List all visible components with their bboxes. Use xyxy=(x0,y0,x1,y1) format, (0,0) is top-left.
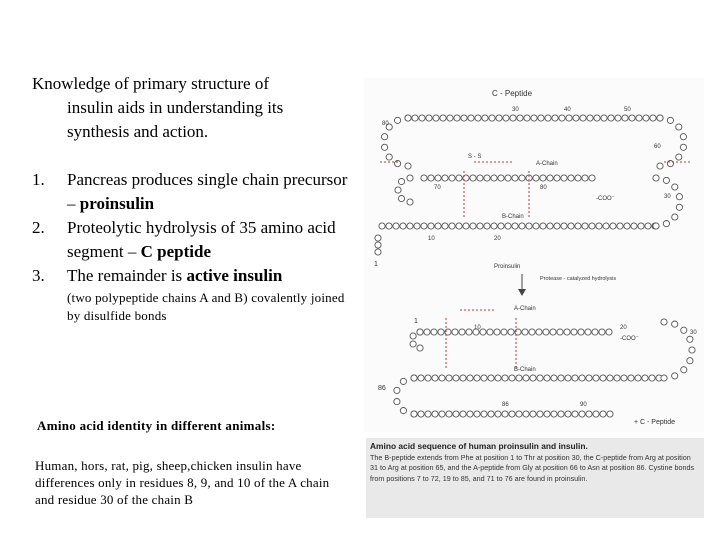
amino-acid-bead xyxy=(509,411,515,417)
amino-acid-bead xyxy=(488,411,494,417)
amino-acid-bead xyxy=(676,124,682,130)
label-30: 30 xyxy=(512,107,519,113)
amino-acid-bead xyxy=(454,115,460,121)
label-30c: 30 xyxy=(690,330,697,336)
amino-acid-bead xyxy=(587,115,593,121)
amino-acid-bead xyxy=(635,375,641,381)
amino-acid-bead xyxy=(554,175,560,181)
amino-acid-bead xyxy=(653,223,659,229)
amino-acid-bead xyxy=(547,175,553,181)
label-50: 50 xyxy=(624,107,631,113)
amino-acid-bead xyxy=(629,115,635,121)
amino-acid-bead xyxy=(529,329,535,335)
amino-acid-bead xyxy=(375,242,381,248)
amino-acid-bead xyxy=(676,154,682,160)
amino-acid-bead xyxy=(484,223,490,229)
amino-acid-bead xyxy=(398,195,404,201)
amino-acid-bead xyxy=(617,223,623,229)
amino-acid-bead xyxy=(551,375,557,381)
amino-acid-bead xyxy=(395,187,401,193)
amino-acid-bead xyxy=(519,223,525,229)
intro-paragraph xyxy=(32,72,350,144)
amino-acid-bead xyxy=(461,115,467,121)
step-text: Pancreas produces single chain precursor – proinsulin xyxy=(67,170,348,213)
amino-acid-bead xyxy=(477,223,483,229)
amino-acid-bead xyxy=(496,115,502,121)
amino-acid-bead xyxy=(468,115,474,121)
amino-acid-bead xyxy=(394,387,400,393)
proinsulin-term: proinsulin xyxy=(79,194,155,213)
amino-acid-bead xyxy=(599,329,605,335)
amino-acid-bead xyxy=(614,375,620,381)
amino-acid-bead xyxy=(509,375,515,381)
amino-acid-bead xyxy=(582,175,588,181)
amino-acid-bead xyxy=(453,375,459,381)
amino-acid-bead xyxy=(470,175,476,181)
amino-acid-bead xyxy=(603,223,609,229)
amino-acid-bead xyxy=(425,411,431,417)
amino-acid-bead xyxy=(622,115,628,121)
amino-acid-bead xyxy=(565,411,571,417)
amino-acid-bead xyxy=(578,329,584,335)
amino-acid-bead xyxy=(460,375,466,381)
amino-acid-bead xyxy=(600,375,606,381)
amino-acid-bead xyxy=(435,175,441,181)
disulfide-note: (two polypeptide chains A and B) covalently joined by disulfide bonds xyxy=(67,290,345,323)
amino-acid-bead xyxy=(610,223,616,229)
amino-acid-bead xyxy=(672,184,678,190)
amino-acid-bead xyxy=(459,329,465,335)
amino-acid-bead xyxy=(510,115,516,121)
amino-acid-bead xyxy=(463,223,469,229)
amino-acid-bead xyxy=(566,115,572,121)
amino-acid-bead xyxy=(585,329,591,335)
amino-acid-bead xyxy=(517,115,523,121)
amino-acid-bead xyxy=(573,115,579,121)
amino-acid-bead xyxy=(568,175,574,181)
amino-acid-bead xyxy=(681,367,687,373)
amino-acid-bead xyxy=(470,223,476,229)
amino-acid-bead xyxy=(607,375,613,381)
amino-acid-bead xyxy=(607,411,613,417)
amino-acid-bead xyxy=(593,375,599,381)
amino-acid-bead xyxy=(382,144,388,150)
label-30b: 30 xyxy=(664,194,671,200)
amino-acid-bead xyxy=(561,223,567,229)
amino-acid-bead xyxy=(681,327,687,333)
amino-acid-bead xyxy=(419,115,425,121)
amino-acid-bead xyxy=(411,375,417,381)
amino-acid-bead xyxy=(488,375,494,381)
amino-acid-bead xyxy=(410,333,416,339)
amino-acid-bead xyxy=(484,175,490,181)
amino-acid-bead xyxy=(456,175,462,181)
amino-acid-bead xyxy=(575,223,581,229)
amino-acid-bead xyxy=(649,375,655,381)
amino-acid-bead xyxy=(477,175,483,181)
amino-acid-bead xyxy=(432,375,438,381)
label-20b: 20 xyxy=(620,325,627,331)
amino-acid-bead xyxy=(487,329,493,335)
amino-acid-bead xyxy=(516,411,522,417)
amino-acid-bead xyxy=(395,117,401,123)
amino-acid-bead xyxy=(432,411,438,417)
amino-acid-bead xyxy=(375,235,381,241)
step-number: 3. xyxy=(32,266,45,285)
label-60: 60 xyxy=(654,144,661,150)
amino-acid-bead xyxy=(672,373,678,379)
amino-acid-bead xyxy=(481,411,487,417)
label-70: 70 xyxy=(434,185,441,191)
amino-acid-bead xyxy=(433,115,439,121)
amino-acid-bead xyxy=(447,115,453,121)
amino-acid-bead xyxy=(508,329,514,335)
amino-acid-bead xyxy=(687,358,693,364)
amino-acid-bead xyxy=(400,223,406,229)
amino-acid-bead xyxy=(449,175,455,181)
amino-acid-bead xyxy=(579,411,585,417)
amino-acid-bead xyxy=(410,341,416,347)
amino-acid-bead xyxy=(592,329,598,335)
amino-acid-bead xyxy=(628,375,634,381)
amino-acid-bead xyxy=(501,329,507,335)
amino-acid-bead xyxy=(657,115,663,121)
amino-acid-bead xyxy=(412,115,418,121)
amino-acid-bead xyxy=(449,223,455,229)
amino-acid-bead xyxy=(661,375,667,381)
amino-acid-bead xyxy=(503,115,509,121)
amino-acid-bead xyxy=(524,115,530,121)
amino-acid-bead xyxy=(586,411,592,417)
amino-acid-bead xyxy=(425,375,431,381)
amino-acid-bead xyxy=(667,161,673,167)
amino-acid-bead xyxy=(600,411,606,417)
label-20: 20 xyxy=(494,236,501,242)
amino-acid-bead xyxy=(615,115,621,121)
amino-acid-bead xyxy=(512,175,518,181)
amino-acid-bead xyxy=(393,223,399,229)
amino-acid-bead xyxy=(621,375,627,381)
label-a-chain-2: A-Chain xyxy=(514,306,536,312)
amino-acid-bead xyxy=(533,223,539,229)
amino-acid-bead xyxy=(442,223,448,229)
amino-acid-bead xyxy=(474,411,480,417)
amino-acid-bead xyxy=(428,223,434,229)
amino-acid-bead xyxy=(467,411,473,417)
amino-acid-bead xyxy=(544,375,550,381)
amino-acid-bead xyxy=(452,329,458,335)
amino-acid-bead xyxy=(460,411,466,417)
amino-acid-bead xyxy=(526,223,532,229)
label-protease: Protease - catalyzed hydrolysis xyxy=(540,276,617,282)
amino-acid-bead xyxy=(442,175,448,181)
amino-acid-bead xyxy=(489,115,495,121)
step-number: 1. xyxy=(32,170,45,189)
amino-acid-bead xyxy=(466,329,472,335)
step-number: 2. xyxy=(32,218,45,237)
amino-acid-bead xyxy=(653,175,659,181)
label-40: 40 xyxy=(564,107,571,113)
amino-acid-bead xyxy=(440,115,446,121)
amino-acid-bead xyxy=(530,375,536,381)
amino-acid-bead xyxy=(398,178,404,184)
amino-acid-bead xyxy=(467,375,473,381)
amino-acid-bead xyxy=(568,223,574,229)
amino-acid-bead xyxy=(530,411,536,417)
amino-acid-bead xyxy=(495,411,501,417)
amino-acid-bead xyxy=(547,223,553,229)
label-10: 10 xyxy=(428,236,435,242)
amino-acid-bead xyxy=(575,175,581,181)
amino-acid-bead xyxy=(559,115,565,121)
amino-acid-bead xyxy=(386,223,392,229)
amino-acid-bead xyxy=(523,375,529,381)
amino-acid-bead xyxy=(589,175,595,181)
amino-acid-bead xyxy=(537,375,543,381)
c-peptide-term: C peptide xyxy=(140,242,212,261)
amino-acid-bead xyxy=(495,375,501,381)
amino-acid-bead xyxy=(537,411,543,417)
amino-acid-bead xyxy=(424,329,430,335)
amino-acid-bead xyxy=(395,161,401,167)
amino-acid-bead xyxy=(672,321,678,327)
amino-acid-bead xyxy=(519,175,525,181)
proinsulin-diagram xyxy=(364,78,704,432)
caption-text: The B-peptide extends from Phe at position 1 to Thr at position 30, the C-peptide from Arg at position 31 to Arg at position 65, and the A-peptide from Gly at position 66 to Asn at position 86. Cystine bonds from positions 7 to 72, 19 to 85, and 71 to 76 are found in proinsulin. xyxy=(370,453,695,483)
amino-acid-bead xyxy=(551,411,557,417)
amino-acid-bead xyxy=(586,375,592,381)
figure-caption xyxy=(366,438,704,518)
amino-acid-bead xyxy=(558,375,564,381)
amino-acid-bead xyxy=(491,223,497,229)
amino-acid-bead xyxy=(435,223,441,229)
amino-acid-bead xyxy=(407,223,413,229)
amino-acid-bead xyxy=(533,175,539,181)
amino-acid-bead xyxy=(446,411,452,417)
amino-acid-bead xyxy=(505,223,511,229)
amino-acid-bead xyxy=(636,115,642,121)
amino-acid-heading: Amino acid identity in different animals: xyxy=(37,418,276,433)
amino-acid-bead xyxy=(428,175,434,181)
amino-acid-bead xyxy=(561,175,567,181)
label-80: 80 xyxy=(382,121,389,127)
amino-acid-bead xyxy=(375,249,381,255)
amino-acid-bead xyxy=(536,329,542,335)
intro-line-3: synthesis and action. xyxy=(67,122,209,141)
amino-acid-bead xyxy=(676,204,682,210)
amino-acid-bead xyxy=(545,115,551,121)
amino-acid-bead xyxy=(494,329,500,335)
amino-acid-bead xyxy=(657,163,663,169)
step-item xyxy=(32,216,350,264)
label-plus-c-peptide: + C - Peptide xyxy=(634,419,676,426)
amino-acid-bead xyxy=(482,115,488,121)
amino-acid-bead xyxy=(523,411,529,417)
active-insulin-term: active insulin xyxy=(186,266,283,285)
amino-acid-bead xyxy=(379,223,385,229)
amino-acid-bead xyxy=(456,223,462,229)
amino-acid-bead xyxy=(421,175,427,181)
amino-acid-bead xyxy=(687,336,693,342)
amino-acid-bead xyxy=(631,223,637,229)
amino-acid-bead xyxy=(411,411,417,417)
label-1: 1 xyxy=(374,261,378,268)
amino-acid-bead xyxy=(540,223,546,229)
amino-acid-bead xyxy=(543,329,549,335)
amino-acid-bead xyxy=(414,223,420,229)
amino-acid-bead xyxy=(491,175,497,181)
amino-acid-bead xyxy=(554,223,560,229)
amino-acid-bead xyxy=(502,411,508,417)
amino-acid-bead xyxy=(579,375,585,381)
label-b-chain-2: B-Chain xyxy=(514,367,536,373)
amino-acid-bead xyxy=(439,411,445,417)
amino-acid-bead xyxy=(540,175,546,181)
amino-acid-text: Human, hors, rat, pig, sheep,chicken insulin have differences only in residues 8, 9, and 10 of the A chain and residue 30 of the chain B xyxy=(35,458,330,507)
label-90: 90 xyxy=(580,402,587,408)
amino-acid-bead xyxy=(498,175,504,181)
amino-acid-bead xyxy=(593,411,599,417)
amino-acid-bead xyxy=(557,329,563,335)
amino-acid-bead xyxy=(431,329,437,335)
label-b-chain: B-Chain xyxy=(502,214,524,220)
label-10b: 10 xyxy=(474,325,481,331)
amino-acid-bead xyxy=(645,223,651,229)
amino-acid-bead xyxy=(417,329,423,335)
amino-acid-bead xyxy=(667,117,673,123)
amino-acid-bead xyxy=(643,115,649,121)
amino-acid-bead xyxy=(544,411,550,417)
amino-acid-bead xyxy=(438,329,444,335)
amino-acid-bead xyxy=(596,223,602,229)
amino-acid-bead xyxy=(689,347,695,353)
amino-acid-bead xyxy=(608,115,614,121)
amino-acid-bead xyxy=(446,375,452,381)
amino-acid-bead xyxy=(650,115,656,121)
amino-acid-bead xyxy=(638,223,644,229)
amino-acid-bead xyxy=(601,115,607,121)
amino-acid-bead xyxy=(407,175,413,181)
label-c-peptide: C - Peptide xyxy=(492,89,533,98)
amino-acid-bead xyxy=(571,329,577,335)
amino-acid-bead xyxy=(417,345,423,351)
amino-acid-bead xyxy=(421,223,427,229)
amino-acid-bead xyxy=(394,399,400,405)
label-coo-top: -COO⁻ xyxy=(596,196,615,202)
amino-acid-bead xyxy=(558,411,564,417)
label-1b: 1 xyxy=(414,318,418,325)
amino-acid-bead xyxy=(382,134,388,140)
amino-acid-bead xyxy=(565,375,571,381)
caption-title: Amino acid sequence of human proinsulin and insulin. xyxy=(370,441,588,451)
step-text: The remainder is active insulin xyxy=(67,266,283,285)
amino-acid-bead xyxy=(498,223,504,229)
label-coo-bottom: -COO⁻ xyxy=(620,336,639,342)
amino-acid-bead xyxy=(426,115,432,121)
amino-acid-bead xyxy=(672,214,678,220)
amino-acid-bead xyxy=(580,115,586,121)
amino-acid-bead xyxy=(589,223,595,229)
amino-acid-bead xyxy=(676,194,682,200)
amino-acid-bead xyxy=(418,411,424,417)
label-a-chain: A-Chain xyxy=(536,161,558,167)
step-item xyxy=(32,168,350,216)
amino-acid-bead xyxy=(516,375,522,381)
amino-acid-bead xyxy=(474,375,480,381)
amino-acid-bead xyxy=(405,115,411,121)
amino-acid-bead xyxy=(522,329,528,335)
label-ss: S - S xyxy=(468,154,482,160)
step-item xyxy=(32,264,350,288)
step-text: Proteolytic hydrolysis of 35 amino acid segment – C peptide xyxy=(67,218,336,261)
amino-acid-bead xyxy=(642,375,648,381)
amino-acid-bead xyxy=(475,115,481,121)
amino-acid-bead xyxy=(400,408,406,414)
amino-acid-bead xyxy=(564,329,570,335)
amino-acid-bead xyxy=(663,177,669,183)
steps-list xyxy=(32,168,350,288)
amino-acid-bead xyxy=(572,411,578,417)
amino-acid-bead xyxy=(386,154,392,160)
amino-acid-bead xyxy=(502,375,508,381)
label-80b: 80 xyxy=(540,185,547,191)
label-proinsulin: Proinsulin xyxy=(494,264,521,270)
amino-acid-bead xyxy=(405,163,411,169)
label-86b: 86 xyxy=(502,402,509,408)
amino-acid-bead xyxy=(594,115,600,121)
intro-line-1: Knowledge of primary structure of xyxy=(32,74,269,93)
amino-acid-bead xyxy=(418,375,424,381)
amino-acid-bead xyxy=(453,411,459,417)
amino-acid-bead xyxy=(439,375,445,381)
intro-line-2: insulin aids in understanding its xyxy=(67,98,284,117)
amino-acid-bead xyxy=(400,378,406,384)
amino-acid-bead xyxy=(407,199,413,205)
amino-acid-bead xyxy=(680,134,686,140)
amino-acid-bead xyxy=(606,329,612,335)
amino-acid-bead xyxy=(572,375,578,381)
amino-acid-bead xyxy=(505,175,511,181)
amino-acid-bead xyxy=(481,375,487,381)
amino-acid-bead xyxy=(661,319,667,325)
amino-acid-bead xyxy=(582,223,588,229)
amino-acid-bead xyxy=(552,115,558,121)
amino-acid-bead xyxy=(550,329,556,335)
amino-acid-bead xyxy=(624,223,630,229)
amino-acid-bead xyxy=(512,223,518,229)
arrow-down-icon xyxy=(518,289,526,296)
amino-acid-bead xyxy=(480,329,486,335)
label-86: 86 xyxy=(378,385,386,392)
amino-acid-bead xyxy=(531,115,537,121)
amino-acid-bead xyxy=(663,221,669,227)
amino-acid-bead xyxy=(680,144,686,150)
amino-acid-bead xyxy=(538,115,544,121)
